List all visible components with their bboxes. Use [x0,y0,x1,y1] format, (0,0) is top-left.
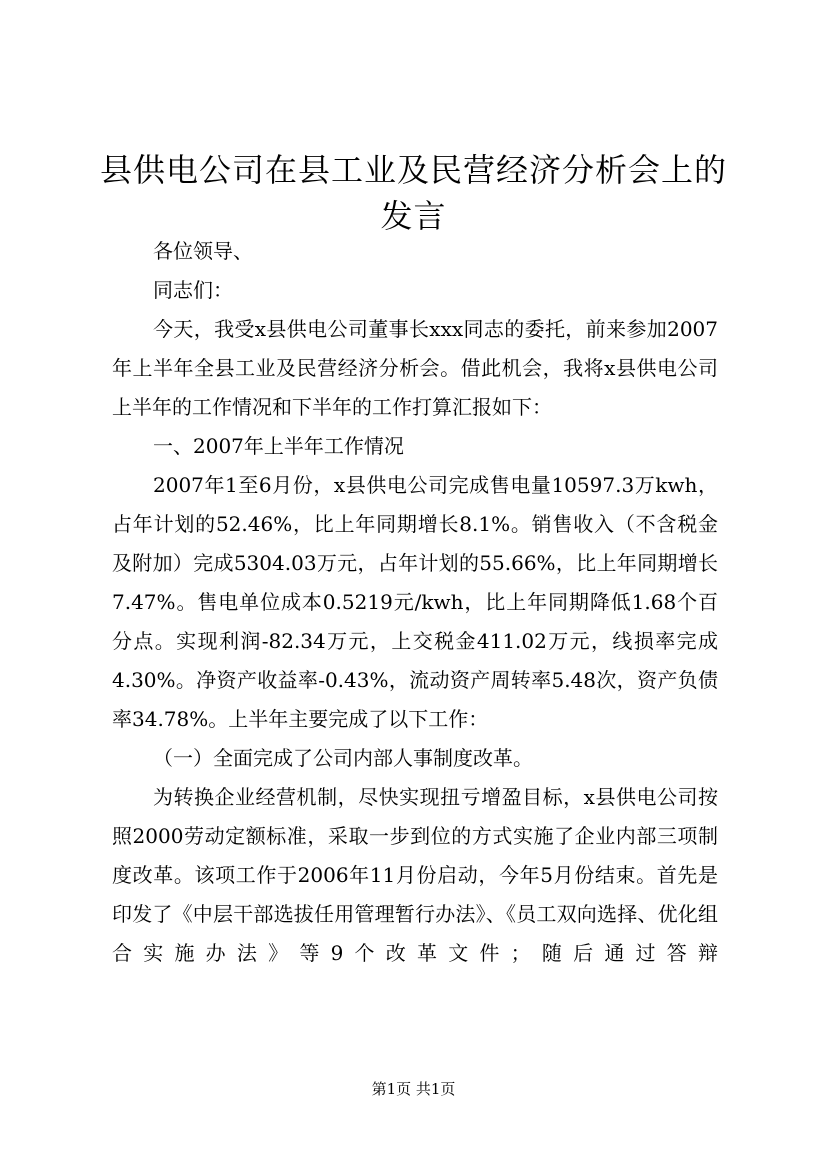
page-number-footer: 第1页 共1页 [371,1080,456,1098]
salutation-comrades: 同志们： [153,278,233,302]
salutation-leaders: 各位领导、 [153,239,253,263]
paragraph-intro: 今天，我受x县供电公司董事长xxx同志的委托，前来参加2007年上半年全县工业及民营经济分析会。借此机会，我将x县供电公司上半年的工作情况和下半年的工作打算汇报如下： [112,317,718,419]
document-body [112,232,718,973]
section-heading-1: 一、2007年上半年工作情况 [153,434,404,458]
document-title: 县供电公司在县工业及民营经济分析会上的发言 [99,151,727,235]
paragraph-statistics: 2007年1至6月份，x县供电公司完成售电量10597.3万kwh，占年计划的52.46%，比上年同期增长8.1%。销售收入（不含税金及附加）完成5304.03万元，占年计划的55.66%，比上年同期增长7.47%。售电单位成本0.5219元/kwh，比上年同期降低1.68个百分点。实现利润-82.34万元，上交税金411.02万元，线损率完成4.30%。净资产收益率-0.43%，流动资产周转率5.48次，资产负债率34.78%。上半年主要完成了以下工作： [112,473,718,731]
subsection-heading-1: （一）全面完成了公司内部人事制度改革。 [153,746,533,770]
paragraph-reform: 为转换企业经营机制，尽快实现扭亏增盈目标，x县供电公司按照2000劳动定额标准，采取一步到位的方式实施了企业内部三项制度改革。该项工作于2006年11月份启动，今年5月份结束。首先是印发了《中层干部选拔任用管理暂行办法》、《员工双向选择、优化组合实施办法》等9个改革文件；随后通过答辩 [112,785,718,965]
